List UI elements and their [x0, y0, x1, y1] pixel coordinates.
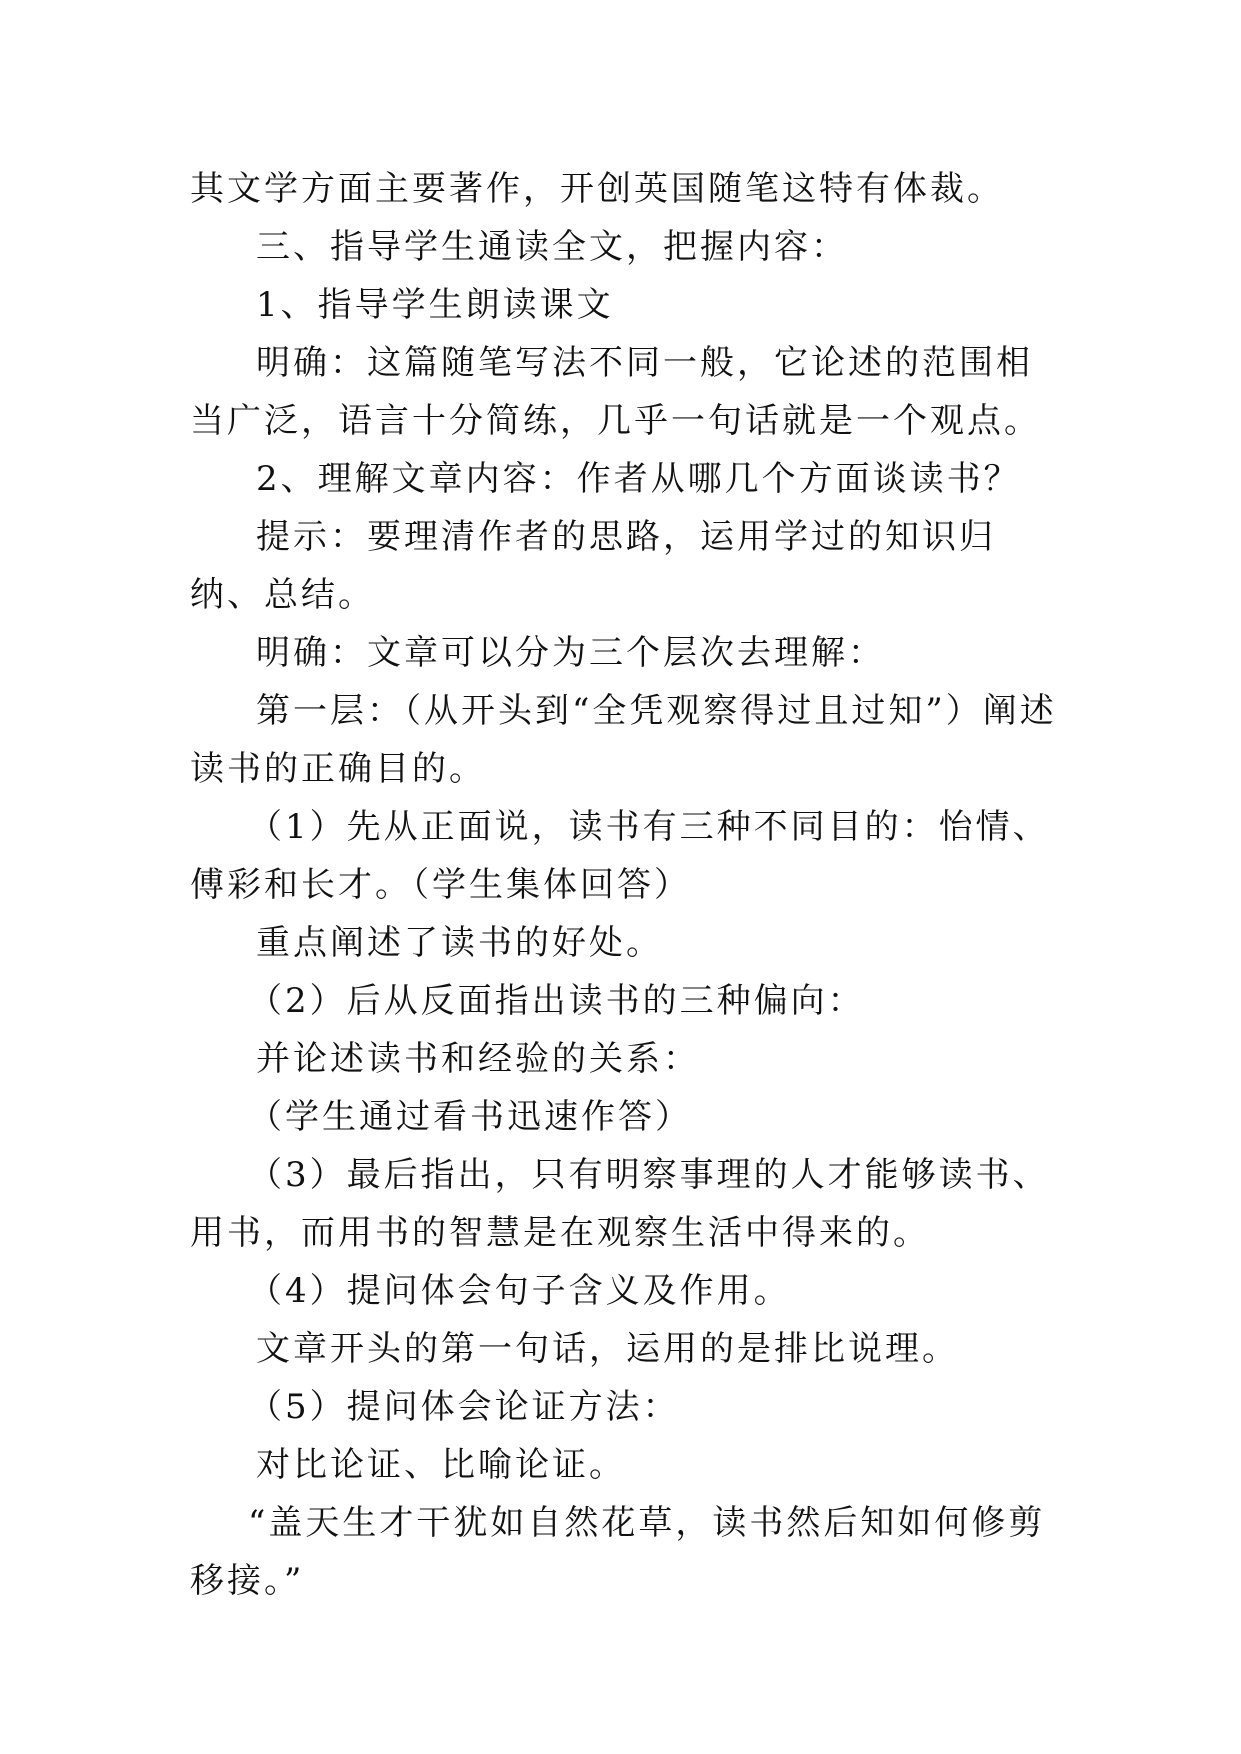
- paragraph-5: 2、理解文章内容：作者从哪几个方面谈读书？: [256, 459, 1021, 499]
- paragraph-8: 第一层：（从开头到“全凭观察得过且过知”）阐述读书的正确目的。: [190, 691, 1057, 789]
- document-body: [190, 160, 1060, 1610]
- paragraph-15: （4）提问体会句子含义及作用。: [248, 1271, 791, 1311]
- paragraph-10: 重点阐述了读书的好处。: [256, 923, 663, 963]
- paragraph-2: 三、指导学生通读全文，把握内容：: [256, 227, 848, 267]
- paragraph-9: （1）先从正面说，读书有三种不同目的：怡情、傅彩和长才。（学生集体回答）: [190, 807, 1050, 905]
- paragraph-14: （3）最后指出，只有明察事理的人才能够读书、用书，而用书的智慧是在观察生活中得来的。: [190, 1155, 1050, 1253]
- paragraph-3: 1、指导学生朗读课文: [256, 285, 614, 325]
- paragraph-12: 并论述读书和经验的关系：: [256, 1039, 700, 1079]
- paragraph-13: （学生通过看书迅速作答）: [248, 1097, 692, 1137]
- paragraph-1: 其文学方面主要著作，开创英国随笔这特有体裁。: [190, 169, 1004, 209]
- paragraph-16: 文章开头的第一句话，运用的是排比说理。: [256, 1329, 959, 1369]
- paragraph-18: 对比论证、比喻论证。: [256, 1445, 626, 1485]
- paragraph-4: 明确：这篇随笔写法不同一般，它论述的范围相当广泛，语言十分简练，几乎一句话就是一个观点。: [190, 343, 1041, 441]
- paragraph-11: （2）后从反面指出读书的三种偏向：: [248, 981, 865, 1021]
- paragraph-19: “盖天生才干犹如自然花草，读书然后知如何修剪移接。”: [190, 1503, 1046, 1601]
- paragraph-7: 明确：文章可以分为三个层次去理解：: [256, 633, 885, 673]
- paragraph-17: （5）提问体会论证方法：: [248, 1387, 680, 1427]
- paragraph-6: 提示：要理清作者的思路，运用学过的知识归纳、总结。: [190, 517, 996, 615]
